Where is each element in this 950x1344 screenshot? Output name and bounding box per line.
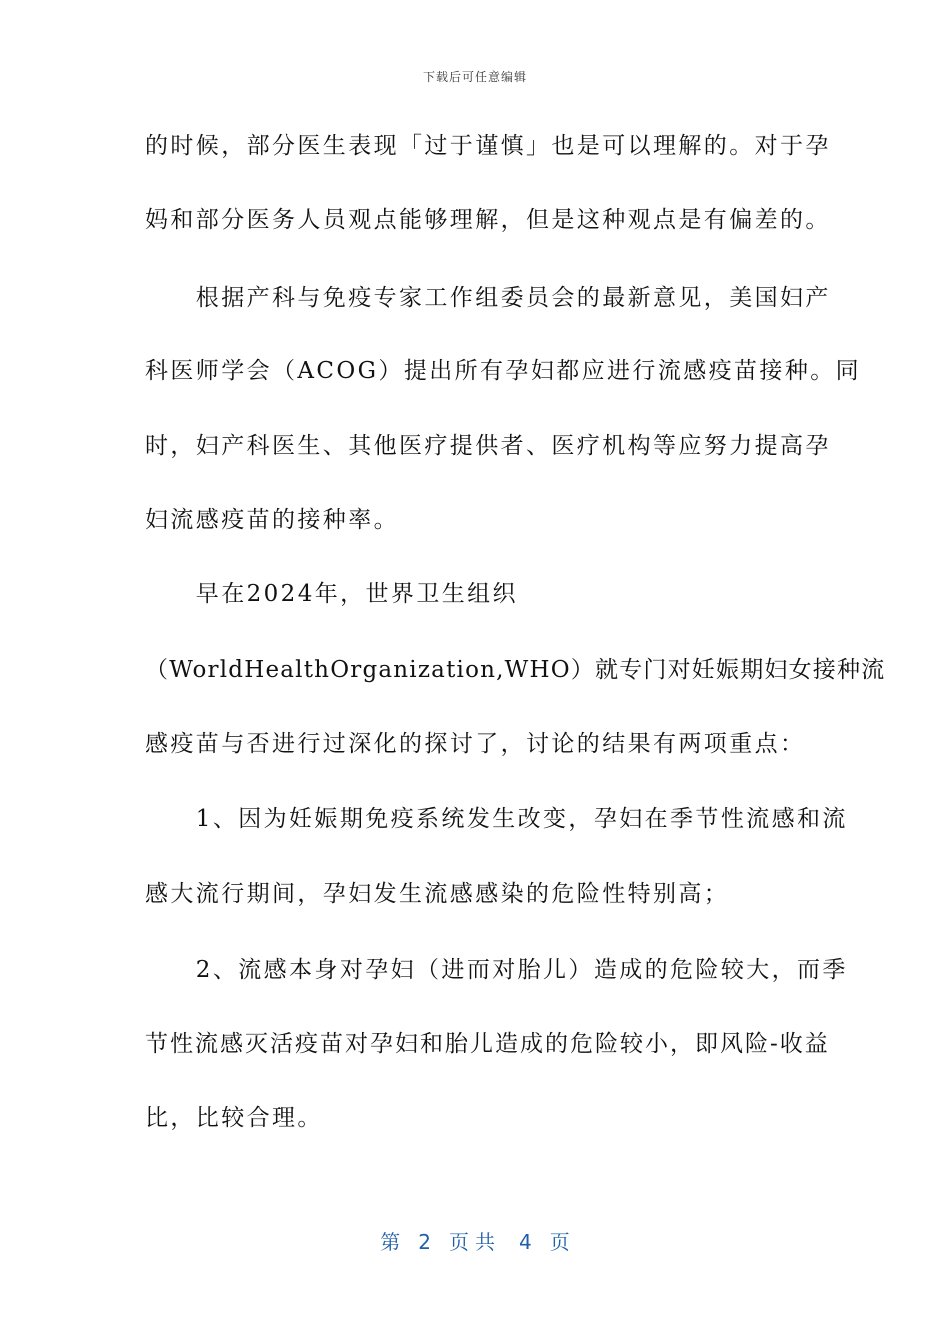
page-footer (0, 1226, 950, 1255)
body-line: 科医师学会（ACOG）提出所有孕妇都应进行流感疫苗接种。同 (145, 358, 862, 384)
body-line: 感疫苗与否进行过深化的探讨了，讨论的结果有两项重点： (145, 731, 806, 757)
body-line: 妈和部分医务人员观点能够理解，但是这种观点是有偏差的。 (145, 207, 831, 233)
body-line: 2、流感本身对孕妇（进而对胎儿）造成的危险较大，而季 (145, 957, 848, 983)
body-line: 感大流行期间，孕妇发生流感感染的危险性特别高； (145, 881, 730, 907)
current-page-number: 2 (418, 1230, 431, 1254)
total-pages-number: 4 (519, 1230, 532, 1254)
page-label-mid: 页共 (449, 1230, 501, 1254)
page-label-suffix: 页 (549, 1230, 570, 1254)
body-line: 妇流感疫苗的接种率。 (145, 507, 399, 533)
body-line: 的时候，部分医生表现「过于谨慎」也是可以理解的。对于孕 (145, 133, 831, 159)
body-line: 节性流感灭活疫苗对孕妇和胎儿造成的危险较小，即风险-收益 (145, 1031, 830, 1057)
body-line: 比，比较合理。 (145, 1105, 323, 1131)
page-header: 下载后可任意编辑 (422, 70, 527, 84)
body-line: （WorldHealthOrganization,WHO）就专门对妊娠期妇女接种流 (145, 657, 886, 683)
body-line: 时，妇产科医生、其他医疗提供者、医疗机构等应努力提高孕 (145, 433, 831, 459)
body-line: 1、因为妊娠期免疫系统发生改变，孕妇在季节性流感和流 (145, 806, 848, 832)
body-line: 早在2024年，世界卫生组织 (145, 581, 518, 607)
body-line: 根据产科与免疫专家工作组委员会的最新意见，美国妇产 (145, 285, 831, 311)
page-label-prefix: 第 (380, 1230, 401, 1254)
